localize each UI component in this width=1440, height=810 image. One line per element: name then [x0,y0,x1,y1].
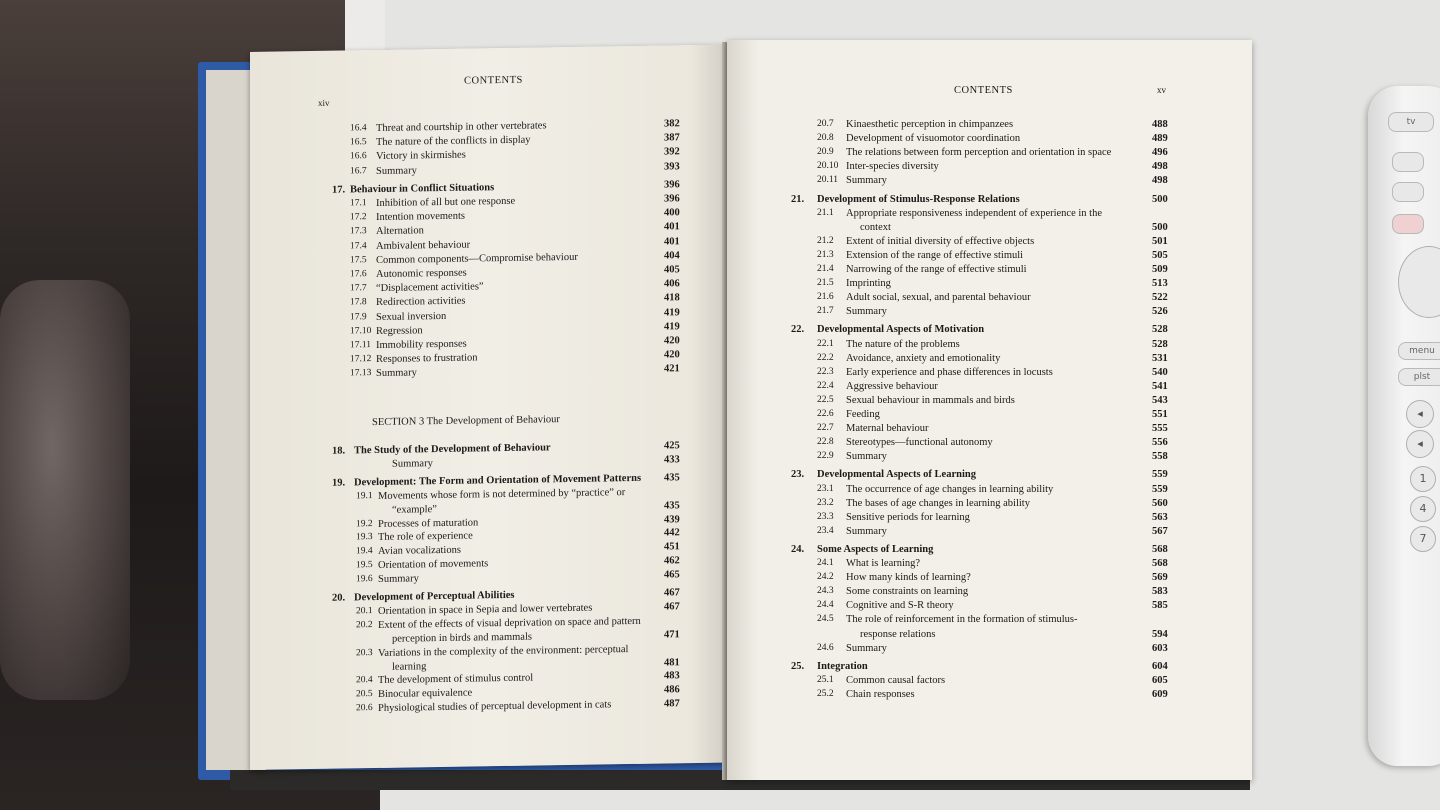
toc-entry-page: 425 [664,440,680,452]
toc-entry-number: 20.2 [356,619,373,631]
toc-entry-page: 594 [1152,628,1168,640]
toc-entry-page: 439 [664,513,680,525]
toc-entry-page: 541 [1152,380,1168,392]
toc-entry-page: 568 [1152,558,1168,569]
toc-entry-number: 16.5 [350,137,367,148]
toc-entry-page: 487 [664,698,680,710]
toc-entry-title: “example” [392,503,437,516]
toc-entry [727,134,1252,148]
toc-entry-title: Extent of initial diversity of effective objects [846,235,1035,247]
toc-entry-title: Binocular equivalence [378,687,473,701]
toc-entry [727,354,1252,368]
red-button[interactable] [1392,214,1424,234]
left-page [250,44,730,770]
background-cushion [0,280,130,700]
toc-entry-title: Imprinting [846,278,891,290]
toc-entry-page: 605 [1152,674,1168,686]
toc-entry [727,499,1252,513]
toc-entry-page: 401 [664,221,680,233]
volume-down-icon[interactable]: ◂ [1406,400,1434,428]
toc-entry-title: The relations between form perception and orientation in space [846,147,1112,159]
toc-entry-page: 433 [664,454,680,466]
toc-entry-number: 22.4 [817,380,834,391]
toc-entry-number: 17.4 [350,240,367,252]
toc-entry [727,601,1252,615]
toc-entry-number: 19.4 [356,546,373,557]
toc-entry-page: 489 [1152,133,1168,145]
record-button[interactable] [1392,182,1424,202]
toc-entry-title: perception in birds and mammals [392,631,532,645]
toc-entry [727,644,1252,658]
toc-entry-title: Kinaesthetic perception in chimpanzees [846,119,1014,130]
toc-entry-number: 17.12 [350,354,372,365]
playlist-button[interactable]: plst [1398,368,1440,386]
toc-entry-title: Summary [392,458,433,470]
toc-entry-title: Movements whose form is not determined by “practice” or [378,486,626,502]
toc-entry-page: 406 [664,278,680,290]
toc-entry-page: 498 [1152,175,1168,187]
page-number: xiv [318,97,330,108]
toc-entry-number: 16.7 [350,165,367,177]
toc-entry-title: Summary [378,573,419,586]
toc-entry-number: 22.5 [817,394,834,405]
toc-entry-title: Sexual inversion [376,310,447,323]
toc-entry-title: Threat and courtship in other vertebrates [376,120,547,135]
toc-entry-page: 400 [664,207,680,219]
toc-entry-page: 467 [664,601,680,613]
toc-entry-title: Alternation [376,225,424,238]
toc-entry-number: 19.1 [356,490,373,502]
key-1[interactable]: 1 [1410,466,1436,492]
toc-entry-page: 513 [1152,278,1168,290]
menu-button[interactable]: menu [1398,342,1440,360]
toc-entry-page: 405 [664,264,680,276]
toc-entry [727,382,1252,396]
toc-entry-title: Summary [846,525,887,537]
toc-entry-page: 559 [1152,483,1168,495]
toc-entry-page: 451 [664,541,680,553]
toc-entry-page: 442 [664,527,680,539]
toc-entry-page: 382 [664,118,680,130]
toc-entry-number: 20.7 [817,119,834,129]
toc-entry-page: 483 [664,670,680,682]
toc-entry [727,209,1252,223]
toc-entry-number: 16.4 [350,123,367,134]
toc-entry-page: 392 [664,146,680,158]
toc-entry-number: 24.3 [817,586,834,597]
toc-entry-page: 585 [1152,600,1168,612]
toc-entry-page: 465 [664,569,680,581]
toc-entry [727,485,1252,499]
toc-entry-number: 20.5 [356,689,373,700]
toc-entry-title: Integration [817,660,868,672]
toc-entry [727,279,1252,293]
toc-entry-page: 396 [664,193,680,205]
toc-entry-number: 24.4 [817,600,834,611]
toc-entry-page: 501 [1152,235,1168,247]
toc-entry-page: 471 [664,628,680,641]
toc-entry-page: 531 [1152,352,1168,364]
toc-entry [727,293,1252,307]
toc-entry-number: 17. [332,184,346,196]
toc-entry-page: 488 [1152,119,1168,130]
toc-entry [727,615,1252,629]
toc-entry-page: 467 [664,587,680,599]
toc-entry-number: 22.1 [817,338,834,349]
toc-entry-number: 19.6 [356,574,373,585]
toc-entry-title: Common components—Compromise behaviour [376,251,578,266]
toc-entry-number: 17.11 [350,340,372,351]
toc-entry-number: 17.10 [350,325,372,337]
toc-entry-number: 20.4 [356,675,373,686]
toc-entry-number: 20.6 [356,703,373,714]
toc-entry-title: Maternal behaviour [846,423,929,435]
toc-entry-page: 498 [1152,161,1168,173]
toc-entry-title: Development of Perceptual Abilities [354,589,515,604]
toc-entry-page: 418 [664,292,680,304]
toc-entry-title: The nature of the problems [846,338,960,350]
toc-entry-number: 21.4 [817,264,834,274]
toc-entry [727,470,1252,484]
toc-entry-number: 16.6 [350,151,367,162]
toc-entry [727,690,1252,704]
toc-entry-title: Summary [846,451,887,463]
toc-entry [727,513,1252,527]
toc-entry-number: 19.2 [356,518,373,529]
section-heading: SECTION 3 The Development of Behaviour [372,414,560,429]
toc-entry-page: 421 [664,363,680,375]
toc-entry-number: 19.3 [356,532,373,543]
toc-entry-number: 21.5 [817,278,834,289]
toc-entry-number: 25. [791,660,805,672]
toc-entry-title: What is learning? [846,558,921,569]
toc-entry-title: Appropriate responsiveness independent of experience in the [846,207,1102,219]
toc-entry-page: 558 [1152,451,1168,463]
toc-entry-number: 24. [791,543,805,555]
toc-entry-title: Orientation of movements [378,558,489,572]
toc-entry-title: Some constraints on learning [846,586,969,598]
page-number: xv [1157,85,1166,95]
toc-entry-title: Summary [846,175,887,187]
toc-entry-number: 23.3 [817,511,834,522]
toc-entry-number: 19.5 [356,560,373,571]
toc-entry-number: 18. [332,445,346,457]
toc-entry-page: 540 [1152,366,1168,378]
toc-entry-title: Development of visuomotor coordination [846,133,1021,145]
toc-entry-title: Inter-species diversity [846,161,939,173]
toc-entry [727,573,1252,587]
toc-entry-number: 19. [332,477,346,489]
toc-entry [727,237,1252,251]
toc-entry-title: Common causal factors [846,674,946,686]
toc-entry-number: 17.9 [350,311,367,323]
toc-entry-number: 20.3 [356,647,373,658]
toc-entry-number: 17.2 [350,212,367,223]
toc-entry [727,307,1252,321]
toc-entry-number: 21.7 [817,306,834,317]
toc-entry-page: 500 [1152,221,1168,233]
toc-entry-number: 22.6 [817,409,834,419]
toc-entry-number: 21.2 [817,235,834,246]
toc-entry-page: 556 [1152,437,1168,449]
toc-entry [727,676,1252,690]
toc-entry-title: Some Aspects of Learning [817,543,934,555]
toc-entry-number: 23.1 [817,483,834,494]
toc-entry [727,176,1252,190]
toc-entry-number: 20.8 [817,133,834,144]
toc-entry-number: 20.11 [817,175,839,186]
toc-entry-number: 24.1 [817,558,834,568]
toc-entry-page: 560 [1152,497,1168,509]
toc-entry-title: Adult social, sexual, and parental behaviour [846,292,1031,304]
toc-entry-page: 568 [1152,543,1168,555]
toc-entry-title: The development of stimulus control [378,672,534,687]
toc-entry-page: 522 [1152,292,1168,304]
toc-entry-title: Processes of maturation [378,516,479,530]
toc-entry [727,120,1252,134]
toc-entry-title: Summary [846,642,887,654]
toc-entry-number: 17.7 [350,283,367,294]
toc-entry-title: Redirection activities [376,296,466,309]
toc-entry-number: 21. [791,193,805,205]
toc-entry-page: 509 [1152,264,1168,275]
toc-entry-page: 435 [664,499,680,512]
toc-entry-title: Behaviour in Conflict Situations [350,181,495,196]
toc-entry [727,452,1252,466]
toc-entry [727,438,1252,452]
toc-entry [727,410,1252,424]
toc-entry-page: 393 [664,160,680,173]
toc-entry-title: Extension of the range of effective stimuli [846,249,1024,261]
toc-entry-title: “Displacement activities” [376,281,484,295]
toc-entry-page: 401 [664,235,680,248]
toc-entry-number: 22.2 [817,352,834,363]
toc-entry-page: 420 [664,335,680,347]
toc-entry [727,162,1252,176]
toc-entry-title: Sensitive periods for learning [846,511,970,523]
toc-entry-title: Early experience and phase differences in locusts [846,366,1053,378]
toc-entry-title: Autonomic responses [376,267,467,281]
toc-entry-number: 17.8 [350,297,367,308]
toc-entry [727,662,1252,676]
toc-entry-title: Summary [376,367,417,380]
toc-entry [727,265,1252,279]
volume-up-icon[interactable]: ◂ [1406,430,1434,458]
toc-entry [727,340,1252,354]
toc-entry-number: 17.5 [350,254,367,266]
toc-entry-number: 24.5 [817,614,834,625]
toc-entry-title: response relations [860,628,936,640]
toc-entry-title: Victory in skirmishes [376,150,466,163]
toc-entry [727,148,1252,162]
toc-entry-page: 420 [664,349,680,361]
toc-entry [727,396,1252,410]
toc-entry-title: The Study of the Development of Behaviour [354,442,551,457]
toc-entry-page: 396 [664,179,680,191]
toc-entry-title: Regression [376,325,423,337]
toc-entry-title: Chain responses [846,688,915,700]
toc-entry-title: Extent of the effects of visual deprivation on space and pattern [378,615,641,631]
toc-entry-title: Developmental Aspects of Learning [817,469,976,481]
toc-entry-number: 24.2 [817,572,834,583]
toc-entry-title: Feeding [846,409,880,420]
toc-entry-title: The bases of age changes in learning ability [846,497,1030,509]
tv-remote [1368,86,1440,766]
toc-entry-title: Immobility responses [376,338,467,352]
toc-entry-number: 22. [791,324,805,336]
toc-entry-number: 23.4 [817,525,834,536]
toc-entry-title: Aggressive behaviour [846,380,938,392]
toc-entry-title: Physiological studies of perceptual development in cats [378,699,612,715]
toc-entry-page: 604 [1152,660,1168,672]
toc-entry-title: Responses to frustration [376,352,478,366]
toc-entry-number: 17.6 [350,269,367,280]
toc-entry-title: Summary [376,164,417,177]
toc-entry-number: 20.9 [817,147,834,158]
toc-entry-number: 20.1 [356,605,373,617]
toc-entry-number: 22.9 [817,451,834,462]
toc-entry [727,424,1252,438]
toc-entry-page: 486 [664,684,680,696]
toc-entry-number: 23.2 [817,497,834,508]
toc-entry-page: 500 [1152,193,1168,205]
page-header: CONTENTS [954,85,1013,96]
toc-entry-page: 462 [664,555,680,567]
toc-entry-number: 20. [332,592,346,604]
dpad-icon[interactable] [1398,246,1440,318]
toc-entry [727,368,1252,382]
toc-entry-page: 526 [1152,306,1168,318]
toc-entry-title: Summary [846,306,887,318]
toc-entry-title: Development of Stimulus-Response Relations [817,193,1020,205]
toc-entry [727,559,1252,573]
toc-entry-number: 17.3 [350,226,367,237]
toc-entry-number: 22.3 [817,366,834,377]
toc-entry-number: 22.7 [817,423,834,434]
toc-entry-page: 435 [664,472,680,484]
toc-entry-page: 603 [1152,642,1168,654]
toc-entry-number: 22.8 [817,437,834,448]
toc-entry-number: 25.2 [817,688,834,699]
toc-entry-title: Inhibition of all but one response [376,195,516,210]
toc-entry-page: 419 [664,321,680,333]
toc-entry-title: Avian vocalizations [378,544,461,558]
toc-entry [727,223,1252,237]
key-4[interactable]: 4 [1410,496,1436,522]
toc-entry-page: 419 [664,306,680,319]
toc-entry-page: 551 [1152,409,1168,420]
right-page [727,40,1252,780]
toc-entry-title: Variations in the complexity of the environment: perceptual [378,643,629,659]
toc-entry [727,527,1252,541]
toc-entry-page: 496 [1152,147,1168,159]
toc-entry-number: 17.13 [350,368,372,379]
toc-entry-page: 563 [1152,511,1168,523]
page-header: CONTENTS [464,74,523,87]
toc-entry [727,587,1252,601]
toc-entry-title: Ambivalent behaviour [376,239,471,252]
toc-entry-number: 21.3 [817,249,834,260]
toc-entry-title: Sexual behaviour in mammals and birds [846,394,1015,406]
key-7[interactable]: 7 [1410,526,1436,552]
rewind-button[interactable] [1392,152,1424,172]
toc-entry-page: 481 [664,656,680,668]
toc-entry-page: 528 [1152,338,1168,350]
toc-entry-page: 555 [1152,423,1168,435]
toc-entry-title: Avoidance, anxiety and emotionality [846,352,1001,364]
toc-entry-page: 569 [1152,572,1168,584]
toc-entry [727,545,1252,559]
toc-entry-title: How many kinds of learning? [846,572,971,584]
toc-entry-page: 559 [1152,469,1168,481]
toc-entry-title: context [860,221,891,233]
toc-entry [727,251,1252,265]
toc-entry-number: 24.6 [817,642,834,653]
tv-button[interactable]: tv [1388,112,1434,132]
toc-entry [727,195,1252,209]
toc-entry-page: 609 [1152,688,1168,700]
toc-entry-number: 20.10 [817,161,839,172]
toc-entry-number: 21.1 [817,207,834,218]
toc-entry-page: 505 [1152,249,1168,261]
toc-entry-title: The occurrence of age changes in learning ability [846,483,1054,495]
toc-entry [727,325,1252,339]
toc-entry-title: Stereotypes—functional autonomy [846,437,993,449]
toc-entry-page: 567 [1152,525,1168,537]
toc-entry-title: Developmental Aspects of Motivation [817,324,985,336]
toc-entry-number: 21.6 [817,292,834,303]
toc-entry-page: 404 [664,250,680,262]
toc-entry-title: The role of reinforcement in the formation of stimulus- [846,614,1078,626]
toc-entry-title: The nature of the conflicts in display [376,134,531,149]
toc-entry-title: Development: The Form and Orientation of Movement Patterns [354,472,642,489]
toc-entry-title: The role of experience [378,530,473,544]
toc-entry-number: 23. [791,469,805,481]
toc-entry [727,630,1252,644]
toc-entry-page: 583 [1152,586,1168,598]
toc-entry-page: 387 [664,132,680,144]
toc-entry-title: Intention movements [376,210,465,224]
toc-entry-page: 543 [1152,394,1168,406]
toc-entry-number: 17.1 [350,198,367,209]
toc-entry-number: 25.1 [817,674,834,685]
toc-entry-title: learning [392,660,427,673]
toc-entry-title: Orientation in space in Sepia and lower vertebrates [378,602,593,617]
toc-entry-page: 528 [1152,324,1168,336]
toc-entry-title: Cognitive and S-R theory [846,600,954,612]
toc-entry-title: Narrowing of the range of effective stimuli [846,264,1027,275]
